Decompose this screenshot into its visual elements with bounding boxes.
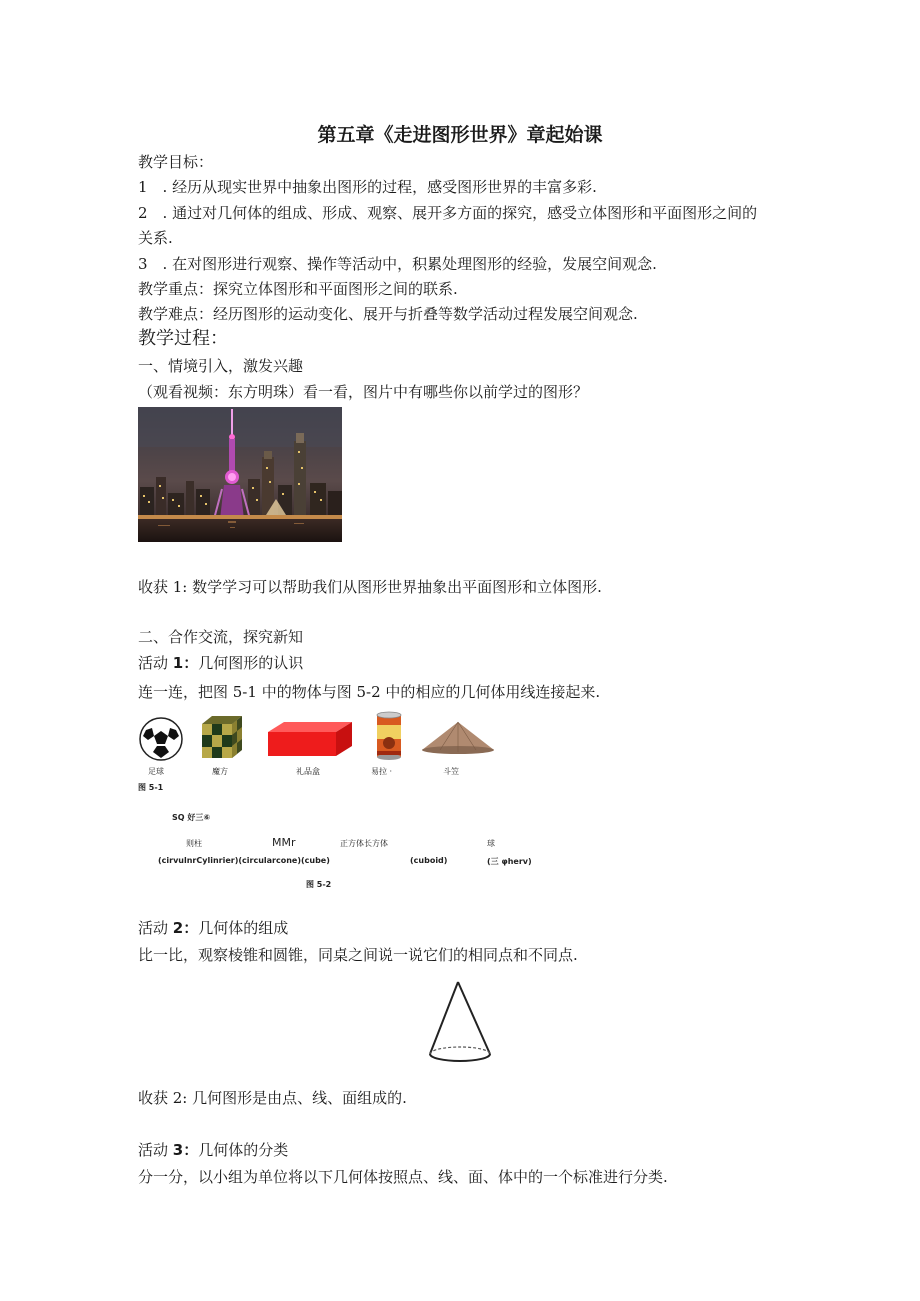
activity1-task: 连一连，把图 5-1 中的物体与图 5-2 中的相应的几何体用线连接起来. [138,683,601,701]
fig51-label-hat: 斗笠 [443,767,459,776]
fig52-cylinder: 则柱 [186,839,202,848]
fig52-cube-cuboid: 正方体长方体 [340,839,388,848]
objective-2-cont: 关系. [138,229,173,247]
fig51-label-can: 易拉 · [371,767,393,776]
activity2-prefix: 活动 [138,919,169,937]
activity3-prefix: 活动 [138,1141,169,1159]
activity1-number: 1： [172,654,199,672]
fig52-english-2: (cuboid) [410,856,448,865]
objective-2: 2 . 通过对几何体的组成、形成、观察、展开多方面的探究，感受立体图形和平面图形之间的 [138,204,758,222]
fig52-english-1: (cirvulnrCylinrier)(circularcone)(cube) [158,856,330,865]
activity3-heading [138,1140,288,1160]
can-image [374,711,404,765]
objective-1: 1 . 经历从现实世界中抽象出图形的过程，感受图形世界的丰富多彩. [138,178,597,196]
activity2-title: 几何体的组成 [198,919,289,937]
fig51-caption: 图 5-1 [138,783,164,792]
activity1-title: 几何图形的认识 [198,654,304,672]
section1-heading: 一、情境引入，激发兴趣 [138,357,304,375]
objectives-label: 教学目标： [138,153,214,171]
activity2-heading [138,918,288,938]
fig52-sphere: 球 [487,839,495,848]
activity2-number: 2： [172,919,199,937]
activity3-title: 几何体的分类 [198,1141,289,1159]
rubik-cube-image [198,714,246,766]
gain-2: 收获 2: 几何图形是由点、线、面组成的. [138,1089,407,1107]
fig51-label-giftbox: 礼品盒 [296,767,320,776]
gain-1: 收获 1: 数学学习可以帮助我们从图形世界抽象出平面图形和立体图形. [138,578,602,596]
fig52-mmr: MMr [272,836,296,849]
activity3-number: 3： [172,1141,199,1159]
skyline-photo [138,407,342,542]
activity3-task: 分一分，以小组为单位将以下几何体按照点、线、面、体中的一个标准进行分类. [138,1168,668,1186]
activity2-task: 比一比，观察棱锥和圆锥，同桌之间说一说它们的相同点和不同点. [138,946,578,964]
fig52-caption: 图 5-2 [306,880,332,889]
section1-prompt: （观看视频：东方明珠）看一看，图片中有哪些你以前学过的图形？ [138,383,589,401]
fig51-label-cube: 魔方 [212,767,228,776]
objective-3: 3 . 在对图形进行观察、操作等活动中，积累处理图形的经验，发展空间观念. [138,255,657,273]
fig52-line1: SQ 好三⑥ [172,813,211,822]
activity1-prefix: 活动 [138,654,169,672]
key-point: 教学重点：探究立体图形和平面图形之间的联系. [138,280,458,298]
cone-figure [424,980,496,1072]
process-label: 教学过程： [138,328,228,349]
activity1-heading [138,653,303,673]
fig52-english-3: (三 φherv) [487,857,532,866]
page-title: 第五章《走进图形世界》章起始课 [317,124,603,146]
section2-heading: 二、合作交流，探究新知 [138,628,304,646]
gift-box-image [266,720,356,764]
football-image [138,716,184,766]
bamboo-hat-image [420,720,496,760]
difficult-point: 教学难点：经历图形的运动变化、展开与折叠等数学活动过程发展空间观念. [138,305,638,323]
fig51-label-football: 足球 [148,767,164,776]
